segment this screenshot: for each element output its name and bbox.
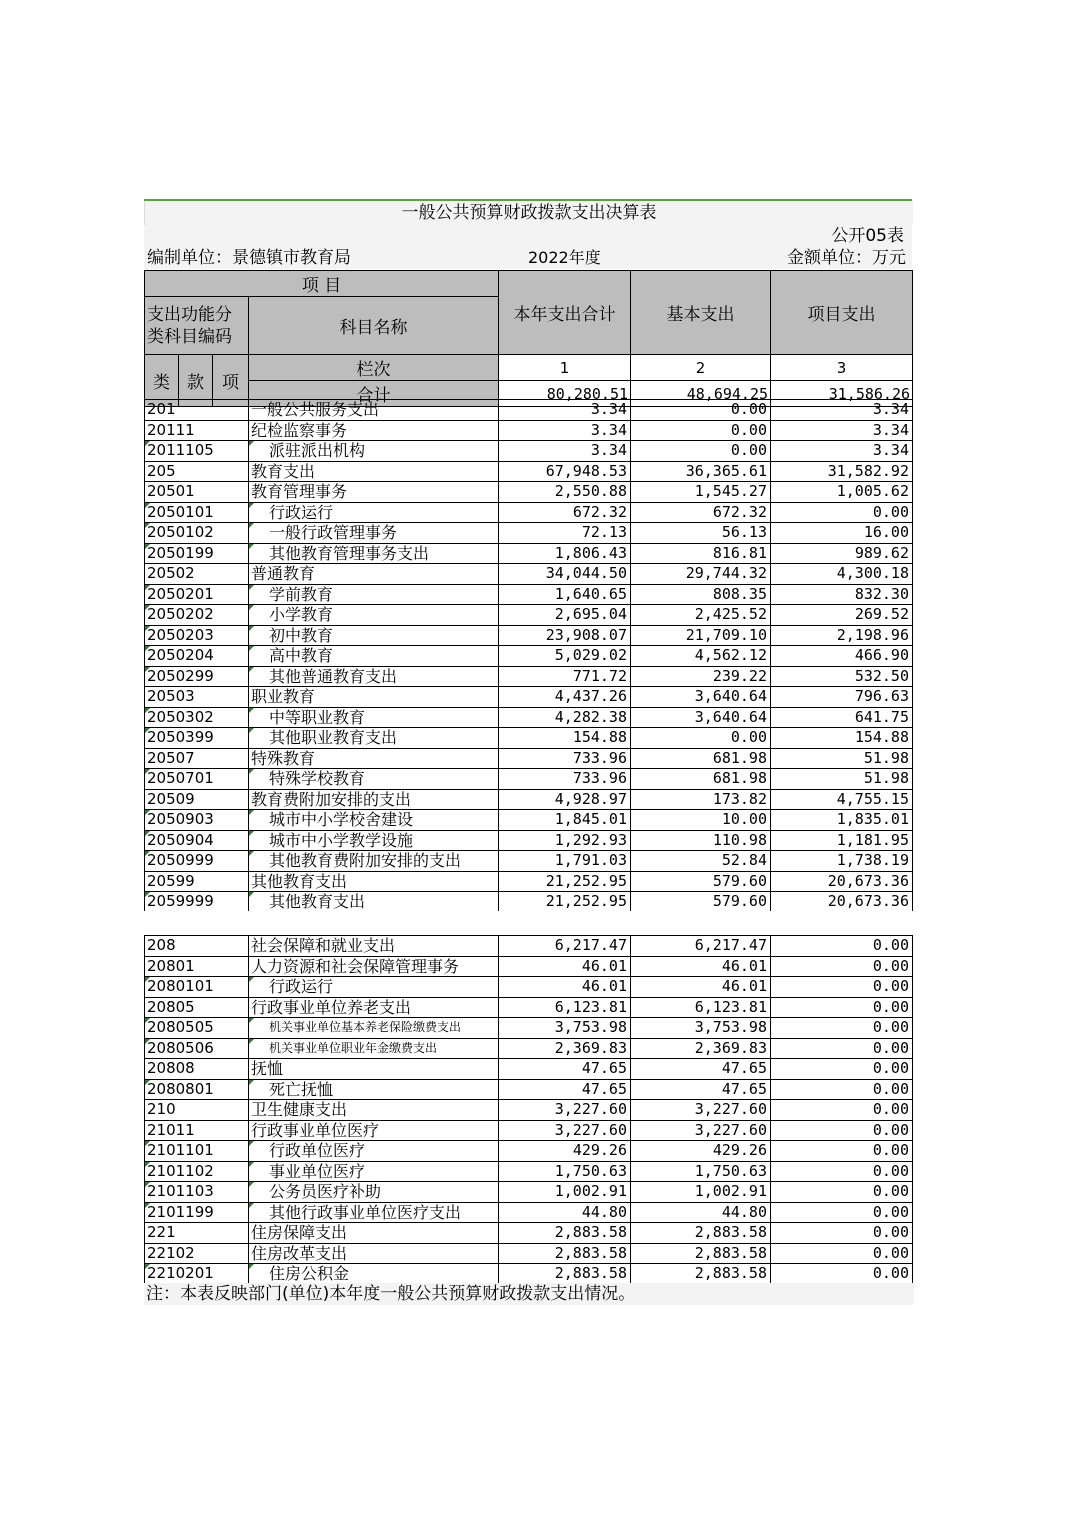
row-project: 0.00	[771, 502, 913, 523]
row-project: 0.00	[771, 1202, 913, 1223]
row-basic: 579.60	[631, 871, 771, 892]
row-total: 47.65	[499, 1079, 631, 1100]
table-row	[145, 997, 913, 1018]
row-code: 2101101	[145, 1141, 249, 1162]
table-row	[145, 1202, 913, 1223]
row-basic: 3,640.64	[631, 687, 771, 708]
table-row	[145, 461, 913, 482]
row-name: 城市中小学校舍建设	[249, 810, 499, 831]
footnote: 注：本表反映部门(单位)本年度一般公共预算财政拨款支出情况。	[144, 1283, 914, 1305]
row-code: 2011105	[145, 441, 249, 462]
table-header	[144, 270, 913, 407]
header-item: 项 目	[145, 271, 499, 297]
row-basic: 3,640.64	[631, 707, 771, 728]
row-code: 20808	[145, 1059, 249, 1080]
row-code: 2101103	[145, 1182, 249, 1203]
table-row	[145, 769, 913, 790]
row-basic: 1,002.91	[631, 1182, 771, 1203]
row-name: 公务员医疗补助	[249, 1182, 499, 1203]
table-body-part1	[144, 399, 913, 913]
row-total: 72.13	[499, 523, 631, 544]
row-basic: 808.35	[631, 584, 771, 605]
row-total: 3,753.98	[499, 1018, 631, 1039]
row-name: 城市中小学教学设施	[249, 830, 499, 851]
row-total: 672.32	[499, 502, 631, 523]
row-name: 事业单位医疗	[249, 1161, 499, 1182]
row-project: 0.00	[771, 1223, 913, 1244]
row-project: 20,673.36	[771, 892, 913, 913]
row-total: 2,550.88	[499, 482, 631, 503]
row-project: 0.00	[771, 1243, 913, 1264]
row-basic: 1,545.27	[631, 482, 771, 503]
table-row	[145, 810, 913, 831]
row-total: 34,044.50	[499, 564, 631, 585]
row-code: 2050999	[145, 851, 249, 872]
row-project: 989.62	[771, 543, 913, 564]
row-basic: 2,883.58	[631, 1243, 771, 1264]
amount-unit: 金额单位：万元	[787, 248, 906, 268]
row-name: 社会保障和就业支出	[249, 936, 499, 957]
row-basic: 56.13	[631, 523, 771, 544]
row-total: 2,883.58	[499, 1243, 631, 1264]
row-basic: 681.98	[631, 748, 771, 769]
row-basic: 6,217.47	[631, 936, 771, 957]
row-total: 1,791.03	[499, 851, 631, 872]
row-basic: 2,883.58	[631, 1264, 771, 1285]
row-basic: 4,562.12	[631, 646, 771, 667]
row-name: 死亡抚恤	[249, 1079, 499, 1100]
table-row	[145, 851, 913, 872]
row-project: 0.00	[771, 1182, 913, 1203]
row-name: 其他行政事业单位医疗支出	[249, 1202, 499, 1223]
row-name: 特殊教育	[249, 748, 499, 769]
table-row	[145, 728, 913, 749]
row-basic: 0.00	[631, 400, 771, 421]
row-name: 其他普通教育支出	[249, 666, 499, 687]
row-code: 2050102	[145, 523, 249, 544]
row-project: 51.98	[771, 748, 913, 769]
row-project: 2,198.96	[771, 625, 913, 646]
row-basic: 3,227.60	[631, 1120, 771, 1141]
row-code: 201	[145, 400, 249, 421]
row-code: 2050903	[145, 810, 249, 831]
table-row	[145, 1223, 913, 1244]
row-basic: 0.00	[631, 728, 771, 749]
row-total: 4,437.26	[499, 687, 631, 708]
table-row	[145, 956, 913, 977]
row-basic: 579.60	[631, 892, 771, 913]
row-basic: 44.80	[631, 1202, 771, 1223]
row-total: 733.96	[499, 748, 631, 769]
row-project: 3.34	[771, 441, 913, 462]
row-project: 0.00	[771, 1141, 913, 1162]
row-basic: 2,883.58	[631, 1223, 771, 1244]
row-code: 2050199	[145, 543, 249, 564]
table-row	[145, 584, 913, 605]
table-row	[145, 1100, 913, 1121]
table-body-part2	[144, 935, 913, 1285]
table-row	[145, 1120, 913, 1141]
row-basic: 46.01	[631, 956, 771, 977]
row-total: 3.34	[499, 420, 631, 441]
header-basic-col: 基本支出	[631, 271, 771, 355]
row-code: 205	[145, 461, 249, 482]
row-code: 2050904	[145, 830, 249, 851]
row-name: 一般行政管理事务	[249, 523, 499, 544]
row-name: 其他教育管理事务支出	[249, 543, 499, 564]
row-total: 733.96	[499, 769, 631, 790]
row-name: 普通教育	[249, 564, 499, 585]
table-row	[145, 502, 913, 523]
row-code: 20507	[145, 748, 249, 769]
row-code: 20509	[145, 789, 249, 810]
form-number: 公开05表	[831, 226, 904, 246]
header-xiang: 项	[213, 355, 249, 407]
row-name: 行政运行	[249, 977, 499, 998]
row-name: 教育支出	[249, 461, 499, 482]
row-name: 其他职业教育支出	[249, 728, 499, 749]
header-name-label: 科目名称	[249, 297, 499, 355]
row-code: 20501	[145, 482, 249, 503]
row-basic: 29,744.32	[631, 564, 771, 585]
row-project: 0.00	[771, 1059, 913, 1080]
row-name: 高中教育	[249, 646, 499, 667]
row-code: 221	[145, 1223, 249, 1244]
row-code: 21011	[145, 1120, 249, 1141]
total-value-1: 80,280.51	[499, 381, 631, 407]
row-project: 0.00	[771, 1100, 913, 1121]
row-total: 44.80	[499, 1202, 631, 1223]
table-row	[145, 1079, 913, 1100]
row-code: 2101102	[145, 1161, 249, 1182]
row-project: 0.00	[771, 1120, 913, 1141]
row-project: 4,300.18	[771, 564, 913, 585]
row-basic: 110.98	[631, 830, 771, 851]
row-code: 2050203	[145, 625, 249, 646]
row-basic: 672.32	[631, 502, 771, 523]
row-basic: 816.81	[631, 543, 771, 564]
row-total: 4,928.97	[499, 789, 631, 810]
row-basic: 2,369.83	[631, 1038, 771, 1059]
row-total: 2,883.58	[499, 1264, 631, 1285]
row-code: 2050302	[145, 707, 249, 728]
table-row	[145, 666, 913, 687]
row-basic: 0.00	[631, 441, 771, 462]
row-basic: 36,365.61	[631, 461, 771, 482]
row-basic: 239.22	[631, 666, 771, 687]
table-row	[145, 523, 913, 544]
row-code: 2050299	[145, 666, 249, 687]
row-code: 20503	[145, 687, 249, 708]
row-basic: 52.84	[631, 851, 771, 872]
row-total: 6,123.81	[499, 997, 631, 1018]
table-row	[145, 892, 913, 913]
row-basic: 46.01	[631, 977, 771, 998]
row-basic: 429.26	[631, 1141, 771, 1162]
row-basic: 173.82	[631, 789, 771, 810]
row-basic: 47.65	[631, 1079, 771, 1100]
row-project: 466.90	[771, 646, 913, 667]
row-name: 行政事业单位医疗	[249, 1120, 499, 1141]
row-project: 0.00	[771, 1018, 913, 1039]
row-name: 职业教育	[249, 687, 499, 708]
row-code: 2080506	[145, 1038, 249, 1059]
table-title: 一般公共预算财政拨款支出决算表	[144, 201, 913, 225]
table-row	[145, 936, 913, 957]
header-lei: 类	[145, 355, 179, 407]
row-basic: 3,227.60	[631, 1100, 771, 1121]
row-project: 0.00	[771, 1161, 913, 1182]
row-name: 纪检监察事务	[249, 420, 499, 441]
row-total: 67,948.53	[499, 461, 631, 482]
header-index-3: 3	[771, 355, 913, 381]
table-row	[145, 441, 913, 462]
row-code: 2080505	[145, 1018, 249, 1039]
row-name: 行政运行	[249, 502, 499, 523]
row-project: 154.88	[771, 728, 913, 749]
row-project: 1,738.19	[771, 851, 913, 872]
row-basic: 10.00	[631, 810, 771, 831]
row-name: 其他教育支出	[249, 892, 499, 913]
row-code: 20111	[145, 420, 249, 441]
row-name: 派驻派出机构	[249, 441, 499, 462]
row-code: 2050701	[145, 769, 249, 790]
row-total: 6,217.47	[499, 936, 631, 957]
row-total: 46.01	[499, 956, 631, 977]
table-row	[145, 482, 913, 503]
header-kuan: 款	[179, 355, 213, 407]
row-code: 22102	[145, 1243, 249, 1264]
table-row	[145, 605, 913, 626]
row-project: 0.00	[771, 1038, 913, 1059]
row-code: 2080101	[145, 977, 249, 998]
row-project: 532.50	[771, 666, 913, 687]
row-project: 0.00	[771, 1264, 913, 1285]
row-code: 2080801	[145, 1079, 249, 1100]
row-project: 31,582.92	[771, 461, 913, 482]
row-code: 2210201	[145, 1264, 249, 1285]
row-project: 3.34	[771, 400, 913, 421]
table-row	[145, 400, 913, 421]
table-row	[145, 1243, 913, 1264]
row-basic: 2,425.52	[631, 605, 771, 626]
table-row	[145, 543, 913, 564]
row-total: 1,292.93	[499, 830, 631, 851]
header-total-col: 本年支出合计	[499, 271, 631, 355]
table-row	[145, 1038, 913, 1059]
row-total: 1,640.65	[499, 584, 631, 605]
row-project: 832.30	[771, 584, 913, 605]
table-row	[145, 707, 913, 728]
fiscal-year: 2022年度	[528, 248, 601, 267]
row-name: 行政事业单位养老支出	[249, 997, 499, 1018]
total-label: 合计	[249, 381, 499, 407]
row-name: 住房改革支出	[249, 1243, 499, 1264]
row-code: 20502	[145, 564, 249, 585]
table-row	[145, 871, 913, 892]
row-basic: 681.98	[631, 769, 771, 790]
row-basic: 0.00	[631, 420, 771, 441]
row-project: 0.00	[771, 977, 913, 998]
compiling-unit: 编制单位：景德镇市教育局	[147, 248, 351, 268]
row-project: 1,181.95	[771, 830, 913, 851]
row-total: 1,750.63	[499, 1161, 631, 1182]
row-code: 2050201	[145, 584, 249, 605]
row-basic: 47.65	[631, 1059, 771, 1080]
row-total: 429.26	[499, 1141, 631, 1162]
row-total: 1,845.01	[499, 810, 631, 831]
row-code: 20801	[145, 956, 249, 977]
total-value-2: 48,694.25	[631, 381, 771, 407]
row-project: 4,755.15	[771, 789, 913, 810]
row-project: 269.52	[771, 605, 913, 626]
row-basic: 21,709.10	[631, 625, 771, 646]
row-name: 特殊学校教育	[249, 769, 499, 790]
row-project: 0.00	[771, 936, 913, 957]
row-total: 2,695.04	[499, 605, 631, 626]
row-name: 初中教育	[249, 625, 499, 646]
row-code: 20599	[145, 871, 249, 892]
table-row	[145, 625, 913, 646]
row-project: 0.00	[771, 997, 913, 1018]
row-total: 23,908.07	[499, 625, 631, 646]
row-total: 2,883.58	[499, 1223, 631, 1244]
row-total: 3.34	[499, 400, 631, 421]
header-index-2: 2	[631, 355, 771, 381]
row-project: 51.98	[771, 769, 913, 790]
row-project: 641.75	[771, 707, 913, 728]
form-number-row	[144, 225, 912, 247]
row-project: 0.00	[771, 956, 913, 977]
table-row	[145, 646, 913, 667]
row-name: 抚恤	[249, 1059, 499, 1080]
row-total: 154.88	[499, 728, 631, 749]
header-index-1: 1	[499, 355, 631, 381]
row-code: 2050399	[145, 728, 249, 749]
row-total: 21,252.95	[499, 871, 631, 892]
row-name: 中等职业教育	[249, 707, 499, 728]
row-project: 16.00	[771, 523, 913, 544]
header-lanci: 栏次	[249, 355, 499, 381]
header-project-col: 项目支出	[771, 271, 913, 355]
row-code: 20805	[145, 997, 249, 1018]
row-name: 卫生健康支出	[249, 1100, 499, 1121]
row-total: 21,252.95	[499, 892, 631, 913]
row-code: 210	[145, 1100, 249, 1121]
header-code-label: 支出功能分类科目编码	[145, 297, 249, 355]
table-row	[145, 1018, 913, 1039]
row-project: 3.34	[771, 420, 913, 441]
row-project: 0.00	[771, 1079, 913, 1100]
row-project: 1,005.62	[771, 482, 913, 503]
table-row	[145, 1264, 913, 1285]
row-total: 3,227.60	[499, 1100, 631, 1121]
row-name: 行政单位医疗	[249, 1141, 499, 1162]
table-row	[145, 1161, 913, 1182]
row-total: 4,282.38	[499, 707, 631, 728]
row-basic: 6,123.81	[631, 997, 771, 1018]
row-total: 3.34	[499, 441, 631, 462]
row-name: 教育管理事务	[249, 482, 499, 503]
table-row	[145, 1182, 913, 1203]
row-code: 2050202	[145, 605, 249, 626]
table-row	[145, 1059, 913, 1080]
row-code: 2050101	[145, 502, 249, 523]
row-name: 教育费附加安排的支出	[249, 789, 499, 810]
row-name: 机关事业单位职业年金缴费支出	[249, 1038, 499, 1059]
row-name: 其他教育费附加安排的支出	[249, 851, 499, 872]
table-row	[145, 687, 913, 708]
table-row	[145, 1141, 913, 1162]
row-total: 46.01	[499, 977, 631, 998]
table-row	[145, 977, 913, 998]
row-name: 住房公积金	[249, 1264, 499, 1285]
row-basic: 1,750.63	[631, 1161, 771, 1182]
row-code: 2050204	[145, 646, 249, 667]
page-break-gap	[144, 911, 914, 935]
row-project: 1,835.01	[771, 810, 913, 831]
table-row	[145, 830, 913, 851]
table-row	[145, 748, 913, 769]
row-code: 208	[145, 936, 249, 957]
row-name: 机关事业单位基本养老保险缴费支出	[249, 1018, 499, 1039]
row-name: 学前教育	[249, 584, 499, 605]
row-name: 小学教育	[249, 605, 499, 626]
row-name: 人力资源和社会保障管理事务	[249, 956, 499, 977]
row-name: 住房保障支出	[249, 1223, 499, 1244]
unit-info-row	[144, 247, 912, 269]
row-name: 一般公共服务支出	[249, 400, 499, 421]
row-total: 2,369.83	[499, 1038, 631, 1059]
row-project: 20,673.36	[771, 871, 913, 892]
table-row	[145, 789, 913, 810]
row-name: 其他教育支出	[249, 871, 499, 892]
row-total: 5,029.02	[499, 646, 631, 667]
table-row	[145, 564, 913, 585]
row-total: 1,806.43	[499, 543, 631, 564]
row-code: 2059999	[145, 892, 249, 913]
row-total: 771.72	[499, 666, 631, 687]
row-total: 3,227.60	[499, 1120, 631, 1141]
row-total: 47.65	[499, 1059, 631, 1080]
row-project: 796.63	[771, 687, 913, 708]
row-total: 1,002.91	[499, 1182, 631, 1203]
row-basic: 3,753.98	[631, 1018, 771, 1039]
total-value-3: 31,586.26	[771, 381, 913, 407]
row-code: 2101199	[145, 1202, 249, 1223]
table-row	[145, 420, 913, 441]
